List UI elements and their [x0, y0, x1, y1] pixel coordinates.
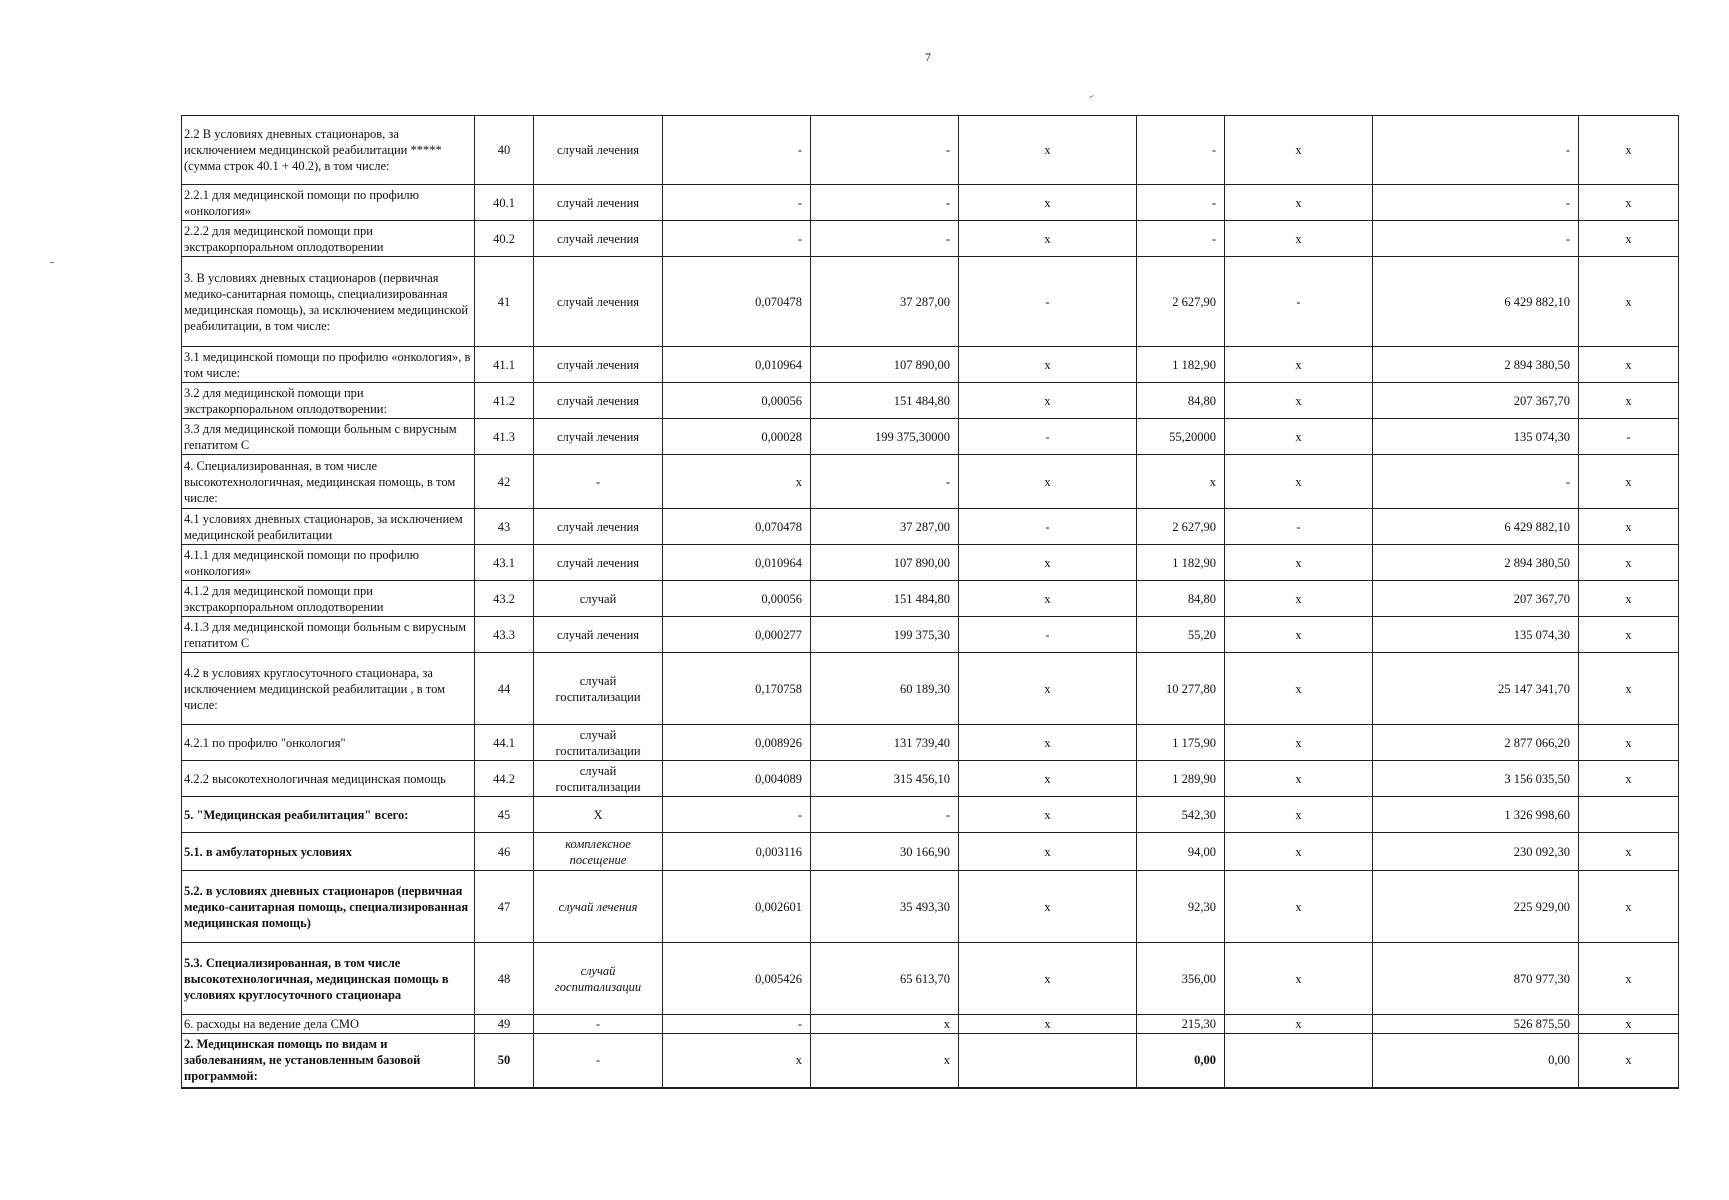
oms-per-capita-cell: -: [1137, 185, 1225, 221]
oms-total-cell: 2 894 380,50: [1373, 545, 1579, 581]
oms-total-cell: 25 147 341,70: [1373, 653, 1579, 725]
row-name-cell: 4.1.1 для медицинской помощи по профилю «онкология»: [182, 545, 475, 581]
budget-per-capita-cell: х: [959, 221, 1137, 257]
norm-cost-cell: -: [811, 455, 959, 509]
oms-per-capita-cell: 2 627,90: [1137, 509, 1225, 545]
budget-total-cell: х: [1225, 185, 1373, 221]
budget-total-cell: х: [1225, 797, 1373, 833]
oms-per-capita-cell: 1 175,90: [1137, 725, 1225, 761]
budget-total-cell: х: [1225, 419, 1373, 455]
budget-per-capita-cell: -: [959, 419, 1137, 455]
table-row: [182, 185, 1679, 221]
table-row: [182, 833, 1679, 871]
oms-total-cell: -: [1373, 455, 1579, 509]
unit-cell: случай лечения: [534, 871, 663, 943]
budget-per-capita-cell: х: [959, 871, 1137, 943]
norm-cost-cell: -: [811, 185, 959, 221]
budget-per-capita-cell: х: [959, 185, 1137, 221]
row-number-cell: 46: [475, 833, 534, 871]
norm-volume-cell: 0,070478: [663, 257, 811, 347]
scan-mark: [50, 262, 54, 263]
table-row: [182, 1034, 1679, 1088]
share-cell: х: [1579, 653, 1679, 725]
norm-cost-cell: х: [811, 1034, 959, 1088]
row-name-cell: 5.1. в амбулаторных условиях: [182, 833, 475, 871]
share-cell: -: [1579, 419, 1679, 455]
row-name-cell: 2. Медицинская помощь по видам и заболеваниям, не установленным базовой программой:: [182, 1034, 475, 1088]
budget-per-capita-cell: х: [959, 581, 1137, 617]
row-number-cell: 41.1: [475, 347, 534, 383]
norm-cost-cell: 65 613,70: [811, 943, 959, 1015]
budget-total-cell: х: [1225, 455, 1373, 509]
oms-total-cell: 6 429 882,10: [1373, 509, 1579, 545]
table-row: [182, 383, 1679, 419]
row-number-cell: 43: [475, 509, 534, 545]
norm-volume-cell: 0,00056: [663, 581, 811, 617]
norm-cost-cell: 60 189,30: [811, 653, 959, 725]
budget-total-cell: х: [1225, 617, 1373, 653]
budget-per-capita-cell: -: [959, 257, 1137, 347]
table-row: [182, 1015, 1679, 1034]
share-cell: х: [1579, 185, 1679, 221]
oms-per-capita-cell: 94,00: [1137, 833, 1225, 871]
table-row: [182, 545, 1679, 581]
norm-volume-cell: -: [663, 1015, 811, 1034]
budget-per-capita-cell: х: [959, 833, 1137, 871]
row-number-cell: 41: [475, 257, 534, 347]
budget-per-capita-cell: х: [959, 1015, 1137, 1034]
oms-per-capita-cell: 55,20: [1137, 617, 1225, 653]
budget-total-cell: х: [1225, 221, 1373, 257]
budget-per-capita-cell: х: [959, 653, 1137, 725]
row-name-cell: 4.1.3 для медицинской помощи больным с вирусным гепатитом С: [182, 617, 475, 653]
norm-volume-cell: 0,010964: [663, 347, 811, 383]
norm-cost-cell: 37 287,00: [811, 509, 959, 545]
budget-per-capita-cell: х: [959, 455, 1137, 509]
norm-volume-cell: 0,170758: [663, 653, 811, 725]
budget-per-capita-cell: [959, 1034, 1137, 1088]
norm-cost-cell: -: [811, 116, 959, 185]
norm-cost-cell: -: [811, 221, 959, 257]
oms-per-capita-cell: 84,80: [1137, 383, 1225, 419]
share-cell: х: [1579, 943, 1679, 1015]
row-number-cell: 40: [475, 116, 534, 185]
table-row: [182, 725, 1679, 761]
oms-total-cell: 870 977,30: [1373, 943, 1579, 1015]
norm-volume-cell: -: [663, 116, 811, 185]
budget-total-cell: х: [1225, 653, 1373, 725]
norm-cost-cell: 131 739,40: [811, 725, 959, 761]
table-row: [182, 455, 1679, 509]
oms-per-capita-cell: 2 627,90: [1137, 257, 1225, 347]
share-cell: х: [1579, 221, 1679, 257]
share-cell: х: [1579, 347, 1679, 383]
row-number-cell: 41.3: [475, 419, 534, 455]
oms-per-capita-cell: 84,80: [1137, 581, 1225, 617]
table-row: [182, 419, 1679, 455]
share-cell: х: [1579, 1034, 1679, 1088]
oms-total-cell: 207 367,70: [1373, 581, 1579, 617]
table-row: [182, 617, 1679, 653]
budget-total-cell: х: [1225, 761, 1373, 797]
row-number-cell: 40.1: [475, 185, 534, 221]
budget-total-cell: -: [1225, 257, 1373, 347]
share-cell: х: [1579, 761, 1679, 797]
norm-volume-cell: х: [663, 455, 811, 509]
row-number-cell: 43.3: [475, 617, 534, 653]
row-number-cell: 44.2: [475, 761, 534, 797]
budget-total-cell: х: [1225, 1015, 1373, 1034]
budget-total-cell: х: [1225, 833, 1373, 871]
oms-per-capita-cell: 356,00: [1137, 943, 1225, 1015]
share-cell: х: [1579, 833, 1679, 871]
row-name-cell: 3.3 для медицинской помощи больным с вирусным гепатитом С: [182, 419, 475, 455]
oms-per-capita-cell: 0,00: [1137, 1034, 1225, 1088]
budget-total-cell: х: [1225, 116, 1373, 185]
budget-total-cell: -: [1225, 509, 1373, 545]
budget-total-cell: х: [1225, 383, 1373, 419]
unit-cell: случай: [534, 581, 663, 617]
row-number-cell: 43.2: [475, 581, 534, 617]
table-row: [182, 797, 1679, 833]
table-row: [182, 943, 1679, 1015]
oms-per-capita-cell: х: [1137, 455, 1225, 509]
row-number-cell: 43.1: [475, 545, 534, 581]
share-cell: х: [1579, 617, 1679, 653]
row-number-cell: 41.2: [475, 383, 534, 419]
row-name-cell: 6. расходы на ведение дела СМО: [182, 1015, 475, 1034]
budget-total-cell: х: [1225, 545, 1373, 581]
row-number-cell: 40.2: [475, 221, 534, 257]
table-body: [182, 116, 1679, 1088]
oms-total-cell: 135 074,30: [1373, 617, 1579, 653]
unit-cell: случай лечения: [534, 617, 663, 653]
norm-cost-cell: 199 375,30: [811, 617, 959, 653]
budget-per-capita-cell: -: [959, 509, 1137, 545]
share-cell: х: [1579, 871, 1679, 943]
oms-per-capita-cell: 92,30: [1137, 871, 1225, 943]
row-name-cell: 4.1.2 для медицинской помощи при экстракорпоральном оплодотворении: [182, 581, 475, 617]
budget-per-capita-cell: х: [959, 943, 1137, 1015]
share-cell: х: [1579, 545, 1679, 581]
oms-total-cell: 2 894 380,50: [1373, 347, 1579, 383]
unit-cell: случай лечения: [534, 257, 663, 347]
unit-cell: комплексное посещение: [534, 833, 663, 871]
unit-cell: случай лечения: [534, 221, 663, 257]
norm-volume-cell: 0,002601: [663, 871, 811, 943]
norm-volume-cell: 0,00056: [663, 383, 811, 419]
share-cell: х: [1579, 581, 1679, 617]
norm-volume-cell: 0,070478: [663, 509, 811, 545]
table-row: [182, 509, 1679, 545]
row-number-cell: 42: [475, 455, 534, 509]
unit-cell: случай лечения: [534, 116, 663, 185]
oms-total-cell: 3 156 035,50: [1373, 761, 1579, 797]
norm-cost-cell: 107 890,00: [811, 545, 959, 581]
row-number-cell: 49: [475, 1015, 534, 1034]
norm-cost-cell: х: [811, 1015, 959, 1034]
norm-volume-cell: 0,000277: [663, 617, 811, 653]
table-row: [182, 761, 1679, 797]
norm-cost-cell: 315 456,10: [811, 761, 959, 797]
table-row: [182, 116, 1679, 185]
row-name-cell: 4.1 условиях дневных стационаров, за исключением медицинской реабилитации: [182, 509, 475, 545]
norm-volume-cell: 0,00028: [663, 419, 811, 455]
oms-per-capita-cell: 1 289,90: [1137, 761, 1225, 797]
oms-per-capita-cell: 215,30: [1137, 1015, 1225, 1034]
unit-cell: Х: [534, 797, 663, 833]
oms-total-cell: 225 929,00: [1373, 871, 1579, 943]
oms-per-capita-cell: -: [1137, 116, 1225, 185]
norm-cost-cell: 107 890,00: [811, 347, 959, 383]
norm-volume-cell: 0,005426: [663, 943, 811, 1015]
unit-cell: случай лечения: [534, 509, 663, 545]
share-cell: х: [1579, 509, 1679, 545]
table-row: [182, 257, 1679, 347]
share-cell: х: [1579, 383, 1679, 419]
row-name-cell: 3. В условиях дневных стационаров (первичная медико-санитарная помощь, специализированная медицинская помощь), за исключением медицинской реабилитации, в том числе:: [182, 257, 475, 347]
share-cell: х: [1579, 1015, 1679, 1034]
row-number-cell: 45: [475, 797, 534, 833]
budget-per-capita-cell: -: [959, 617, 1137, 653]
row-number-cell: 50: [475, 1034, 534, 1088]
share-cell: х: [1579, 257, 1679, 347]
share-cell: х: [1579, 725, 1679, 761]
norm-cost-cell: 37 287,00: [811, 257, 959, 347]
row-name-cell: 4.2.1 по профилю "онкология": [182, 725, 475, 761]
budget-per-capita-cell: х: [959, 725, 1137, 761]
row-name-cell: 4. Специализированная, в том числе высокотехнологичная, медицинская помощь, в том числе:: [182, 455, 475, 509]
table-row: [182, 347, 1679, 383]
row-number-cell: 48: [475, 943, 534, 1015]
norm-volume-cell: 0,004089: [663, 761, 811, 797]
unit-cell: случай лечения: [534, 419, 663, 455]
oms-total-cell: 6 429 882,10: [1373, 257, 1579, 347]
oms-total-cell: 0,00: [1373, 1034, 1579, 1088]
oms-total-cell: 1 326 998,60: [1373, 797, 1579, 833]
row-name-cell: 5.2. в условиях дневных стационаров (первичная медико-санитарная помощь, специализированная медицинская помощь): [182, 871, 475, 943]
oms-per-capita-cell: -: [1137, 221, 1225, 257]
row-number-cell: 47: [475, 871, 534, 943]
budget-per-capita-cell: х: [959, 116, 1137, 185]
table-row: [182, 653, 1679, 725]
unit-cell: случай госпитализации: [534, 725, 663, 761]
oms-per-capita-cell: 55,20000: [1137, 419, 1225, 455]
norm-cost-cell: 151 484,80: [811, 383, 959, 419]
norm-cost-cell: -: [811, 797, 959, 833]
row-name-cell: 5. "Медицинская реабилитация" всего:: [182, 797, 475, 833]
unit-cell: случай госпитализации: [534, 761, 663, 797]
unit-cell: случай лечения: [534, 545, 663, 581]
row-name-cell: 3.2 для медицинской помощи при экстракорпоральном оплодотворении:: [182, 383, 475, 419]
norm-volume-cell: -: [663, 185, 811, 221]
norm-volume-cell: 0,010964: [663, 545, 811, 581]
budget-per-capita-cell: х: [959, 761, 1137, 797]
norm-cost-cell: 35 493,30: [811, 871, 959, 943]
row-name-cell: 2.2.2 для медицинской помощи при экстракорпоральном оплодотворении: [182, 221, 475, 257]
oms-per-capita-cell: 1 182,90: [1137, 545, 1225, 581]
budget-per-capita-cell: х: [959, 797, 1137, 833]
oms-per-capita-cell: 10 277,80: [1137, 653, 1225, 725]
norm-volume-cell: 0,003116: [663, 833, 811, 871]
norm-cost-cell: 151 484,80: [811, 581, 959, 617]
budget-total-cell: х: [1225, 347, 1373, 383]
budget-total-cell: х: [1225, 725, 1373, 761]
oms-total-cell: 526 875,50: [1373, 1015, 1579, 1034]
row-name-cell: 4.2 в условиях круглосуточного стационара, за исключением медицинской реабилитации , в том числе:: [182, 653, 475, 725]
budget-total-cell: [1225, 1034, 1373, 1088]
unit-cell: случай госпитализации: [534, 943, 663, 1015]
page-number: 7: [925, 50, 931, 64]
oms-total-cell: 2 877 066,20: [1373, 725, 1579, 761]
table-row: [182, 871, 1679, 943]
norm-cost-cell: 199 375,30000: [811, 419, 959, 455]
norm-volume-cell: -: [663, 221, 811, 257]
scan-mark: [1089, 95, 1094, 98]
unit-cell: случай лечения: [534, 347, 663, 383]
oms-per-capita-cell: 1 182,90: [1137, 347, 1225, 383]
oms-total-cell: 230 092,30: [1373, 833, 1579, 871]
row-name-cell: 5.3. Специализированная, в том числе высокотехнологичная, медицинская помощь в условиях круглосуточного стационара: [182, 943, 475, 1015]
budget-per-capita-cell: х: [959, 347, 1137, 383]
share-cell: х: [1579, 455, 1679, 509]
norm-volume-cell: х: [663, 1034, 811, 1088]
oms-total-cell: -: [1373, 116, 1579, 185]
budget-total-cell: х: [1225, 943, 1373, 1015]
oms-total-cell: -: [1373, 185, 1579, 221]
norm-volume-cell: 0,008926: [663, 725, 811, 761]
row-number-cell: 44: [475, 653, 534, 725]
share-cell: х: [1579, 116, 1679, 185]
unit-cell: -: [534, 1034, 663, 1088]
oms-total-cell: -: [1373, 221, 1579, 257]
table-row: [182, 581, 1679, 617]
budget-total-cell: х: [1225, 581, 1373, 617]
share-cell: [1579, 797, 1679, 833]
row-name-cell: 2.2.1 для медицинской помощи по профилю «онкология»: [182, 185, 475, 221]
norm-volume-cell: -: [663, 797, 811, 833]
table-row: [182, 221, 1679, 257]
unit-cell: -: [534, 455, 663, 509]
unit-cell: случай госпитализации: [534, 653, 663, 725]
unit-cell: случай лечения: [534, 383, 663, 419]
row-name-cell: 2.2 В условиях дневных стационаров, за исключением медицинской реабилитации ***** (сумма строк 40.1 + 40.2), в том числе:: [182, 116, 475, 185]
oms-total-cell: 207 367,70: [1373, 383, 1579, 419]
unit-cell: -: [534, 1015, 663, 1034]
financing-table: [181, 115, 1679, 1089]
budget-per-capita-cell: х: [959, 383, 1137, 419]
oms-per-capita-cell: 542,30: [1137, 797, 1225, 833]
row-name-cell: 4.2.2 высокотехнологичная медицинская помощь: [182, 761, 475, 797]
row-name-cell: 3.1 медицинской помощи по профилю «онкология», в том числе:: [182, 347, 475, 383]
oms-total-cell: 135 074,30: [1373, 419, 1579, 455]
row-number-cell: 44.1: [475, 725, 534, 761]
budget-total-cell: х: [1225, 871, 1373, 943]
norm-cost-cell: 30 166,90: [811, 833, 959, 871]
unit-cell: случай лечения: [534, 185, 663, 221]
budget-per-capita-cell: х: [959, 545, 1137, 581]
